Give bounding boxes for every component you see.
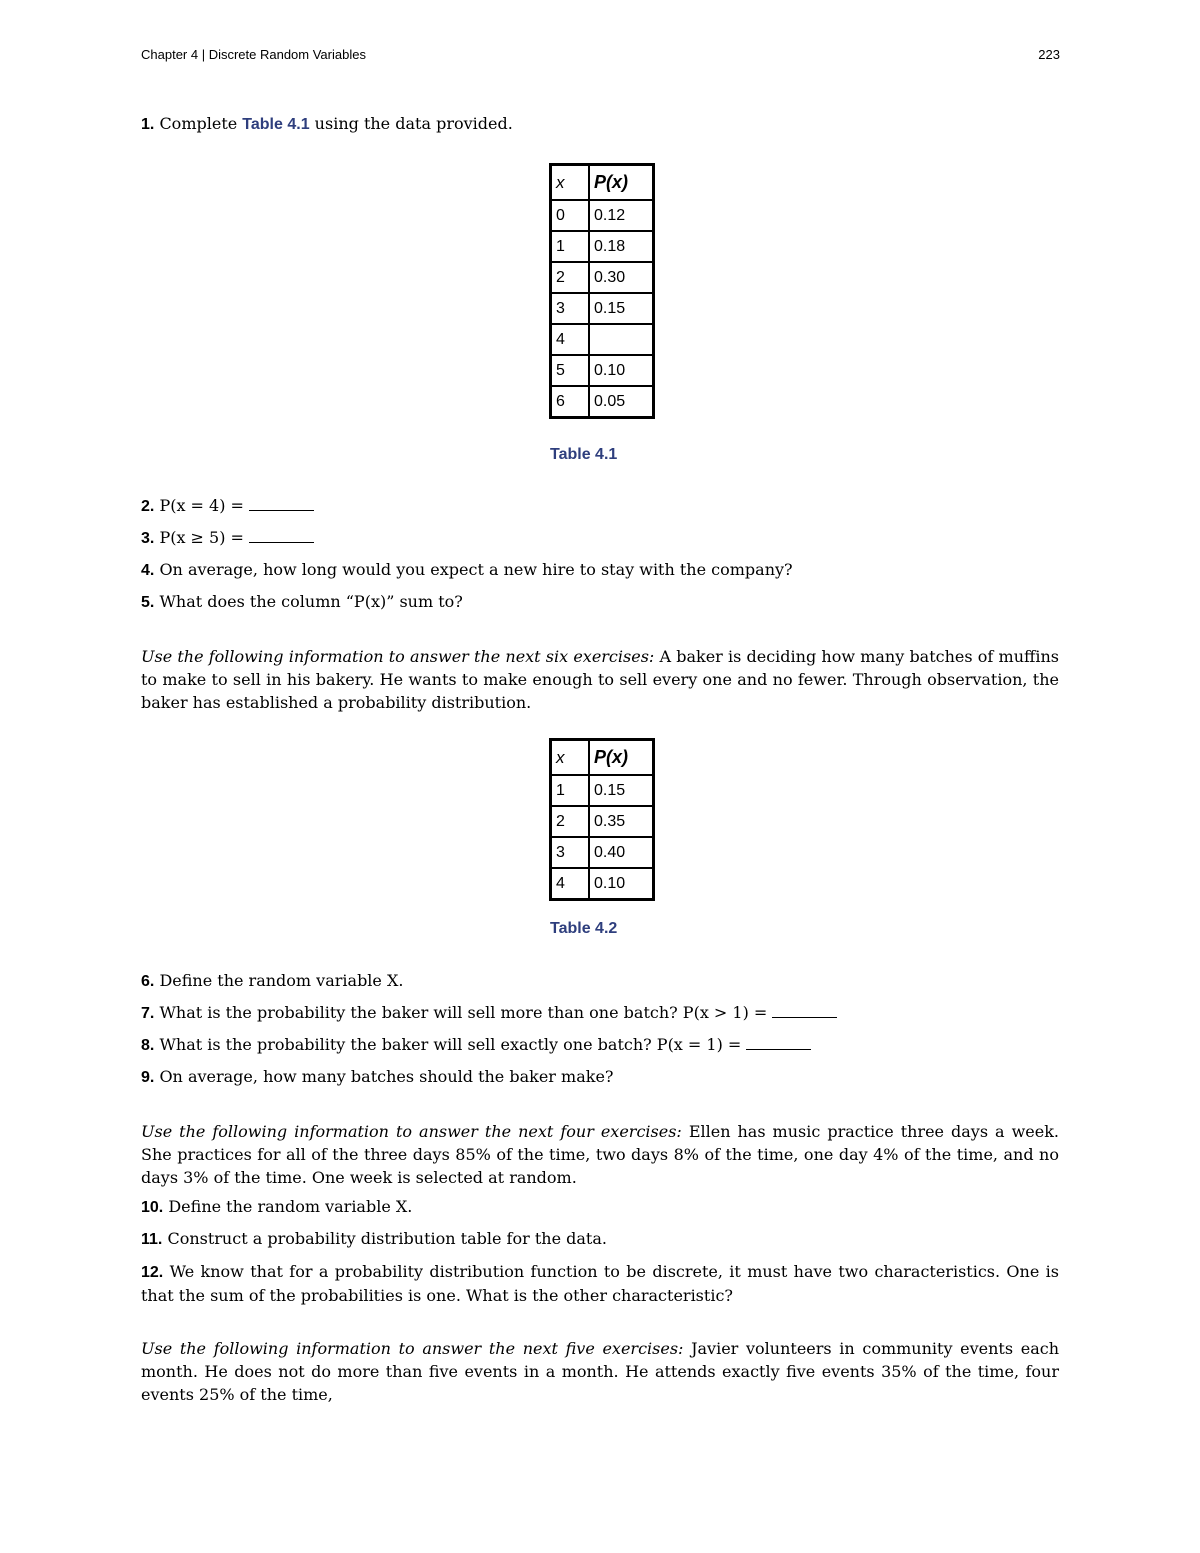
cell-x: 2 (551, 806, 590, 837)
question-text: Define the random variable X. (168, 1197, 413, 1216)
cell-p-empty (589, 324, 654, 355)
cell-x: 4 (551, 324, 590, 355)
table-row (551, 355, 654, 386)
cell-p: 0.35 (589, 806, 654, 837)
question-5 (141, 592, 463, 612)
table-header-row (551, 740, 654, 776)
table-row (551, 293, 654, 324)
cell-p: 0.15 (589, 775, 654, 806)
answer-blank (772, 1005, 837, 1018)
question-number: 1. (141, 116, 155, 133)
cell-p: 0.30 (589, 262, 654, 293)
intro-text: A baker is deciding how many batches of muffins to make to sell in his bakery. He wants to make enough to sell every one and no fewer. Through observation, the baker has established a probability distribution. (141, 647, 1059, 712)
question-9 (141, 1067, 613, 1087)
exercise-intro-ellen (141, 1120, 1059, 1189)
probability-table-4-1 (549, 163, 655, 419)
cell-p: 0.10 (589, 868, 654, 900)
cell-p: 0.40 (589, 837, 654, 868)
table-reference-link[interactable]: Table 4.1 (242, 116, 310, 133)
cell-x: 6 (551, 386, 590, 418)
question-number: 6. (141, 973, 155, 990)
question-text: What is the probability the baker will sell more than one batch? P(x > 1) = (159, 1003, 773, 1022)
question-text: Complete (159, 114, 243, 133)
cell-p: 0.15 (589, 293, 654, 324)
question-number: 5. (141, 594, 155, 611)
question-6 (141, 971, 403, 991)
cell-x: 3 (551, 837, 590, 868)
question-number: 10. (141, 1199, 164, 1216)
question-1 (141, 114, 513, 134)
table-row (551, 386, 654, 418)
question-7 (141, 1003, 837, 1023)
exercise-intro-javier (141, 1337, 1059, 1406)
cell-p: 0.10 (589, 355, 654, 386)
cell-x: 3 (551, 293, 590, 324)
question-text: On average, how many batches should the baker make? (159, 1067, 614, 1086)
intro-lead: Use the following information to answer the next four exercises: (141, 1122, 682, 1141)
cell-p: 0.12 (589, 200, 654, 231)
header-p-of-x: P(x) (589, 165, 654, 201)
question-10 (141, 1197, 412, 1217)
intro-text: Ellen has music practice three days a week. She practices for all of the three days 85% of the time, two days 8% of the time, one day 4% of the time, and no days 3% of the time. One week is selected at random. (141, 1122, 1059, 1187)
cell-x: 2 (551, 262, 590, 293)
table-row (551, 806, 654, 837)
cell-p: 0.18 (589, 231, 654, 262)
question-12 (141, 1260, 1059, 1307)
table-header-row (551, 165, 654, 201)
question-text: P(x = 4) = (159, 496, 250, 515)
intro-lead: Use the following information to answer the next five exercises: (141, 1339, 684, 1358)
table-row (551, 262, 654, 293)
question-text: We know that for a probability distribution function to be discrete, it must have two characteristics. One is that the sum of the probabilities is one. What is the other characteristic? (141, 1262, 1059, 1305)
question-8 (141, 1035, 811, 1055)
table-caption: Table 4.1 (550, 446, 618, 463)
table-row (551, 200, 654, 231)
table-row (551, 837, 654, 868)
table-row (551, 231, 654, 262)
answer-blank (249, 530, 314, 543)
question-number: 7. (141, 1005, 155, 1022)
question-number: 4. (141, 562, 155, 579)
intro-text: Javier volunteers in community events each month. He does not do more than five events in a month. He attends exactly five events 35% of the time, four events 25% of the time, (141, 1339, 1060, 1404)
cell-x: 5 (551, 355, 590, 386)
cell-x: 1 (551, 775, 590, 806)
page-number: 223 (1038, 47, 1060, 62)
cell-x: 0 (551, 200, 590, 231)
question-2 (141, 496, 314, 516)
header-x: x (551, 165, 590, 201)
intro-lead: Use the following information to answer the next six exercises: (141, 647, 655, 666)
question-text: On average, how long would you expect a new hire to stay with the company? (159, 560, 793, 579)
question-3 (141, 528, 314, 548)
cell-x: 4 (551, 868, 590, 900)
answer-blank (746, 1037, 811, 1050)
question-number: 2. (141, 498, 155, 515)
question-text: P(x ≥ 5) = (159, 528, 250, 547)
question-text: using the data provided. (309, 114, 513, 133)
question-number: 12. (141, 1264, 164, 1281)
exercise-intro-baker (141, 645, 1059, 714)
chapter-header: Chapter 4 | Discrete Random Variables (141, 47, 366, 62)
question-number: 3. (141, 530, 155, 547)
table-caption: Table 4.2 (550, 920, 618, 937)
question-11 (141, 1229, 607, 1249)
table-row (551, 868, 654, 900)
table-row (551, 324, 654, 355)
question-number: 8. (141, 1037, 155, 1054)
cell-x: 1 (551, 231, 590, 262)
question-text: What does the column “P(x)” sum to? (159, 592, 463, 611)
question-text: What is the probability the baker will sell exactly one batch? P(x = 1) = (159, 1035, 747, 1054)
answer-blank (249, 498, 314, 511)
question-text: Construct a probability distribution table for the data. (167, 1229, 607, 1248)
header-x: x (551, 740, 590, 776)
question-number: 9. (141, 1069, 155, 1086)
question-number: 11. (141, 1231, 163, 1248)
table-row (551, 775, 654, 806)
probability-table-4-2 (549, 738, 655, 901)
question-text: Define the random variable X. (159, 971, 404, 990)
cell-p: 0.05 (589, 386, 654, 418)
question-4 (141, 560, 793, 580)
header-p-of-x: P(x) (589, 740, 654, 776)
